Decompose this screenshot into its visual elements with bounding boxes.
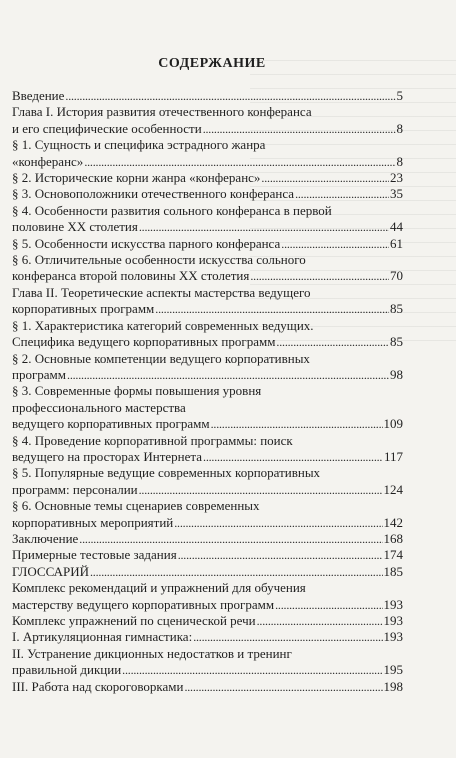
toc-entry-row [12, 613, 403, 629]
toc-entry-row [12, 268, 403, 284]
dot-leader [203, 121, 396, 137]
toc-entry-row [12, 219, 403, 235]
toc-entry-title-line: корпоративных программ [12, 301, 155, 317]
dot-leader [139, 219, 389, 235]
toc-entry-title-line: правильной дикции [12, 662, 122, 678]
toc-entry-page-number: 193 [383, 629, 403, 645]
toc-entry [12, 137, 403, 170]
toc-entry-page-number: 85 [390, 334, 403, 350]
toc-entry-row [12, 449, 403, 465]
dot-leader [295, 186, 389, 202]
toc-entry [12, 465, 403, 498]
toc-entry [12, 88, 403, 104]
toc-entry-page-number: 98 [390, 366, 403, 382]
toc-entry-title-line: § 3. Основоположники отечественного конферанса [12, 186, 295, 202]
toc-entry-title-line: ведущего на просторах Интернета [12, 448, 203, 464]
toc-entry-title-line: Глава II. Теоретические аспекты мастерства ведущего [12, 284, 311, 300]
toc-entry-title-line: § 4. Проведение корпоративной программы: поиск [12, 432, 293, 448]
toc-entry [12, 170, 403, 186]
toc-entry-row [12, 482, 403, 498]
toc-entry-row [12, 564, 403, 580]
toc-entry-row [12, 515, 403, 531]
toc-entry-row [12, 416, 403, 432]
dot-leader [257, 613, 383, 629]
toc-entry [12, 580, 403, 613]
toc-entry-page-number: 117 [383, 448, 403, 464]
toc-entry-page-number: 8 [396, 153, 403, 169]
toc-entry [12, 531, 403, 547]
toc-entry-page-number: 168 [383, 530, 403, 546]
toc-entry-title-line: корпоративных мероприятий [12, 514, 174, 530]
toc-entry-page-number: 124 [383, 481, 403, 497]
toc-entry [12, 613, 403, 629]
dot-leader [122, 662, 382, 678]
toc-entry-page-number: 70 [390, 268, 403, 284]
toc-entry-page-number: 109 [383, 416, 403, 432]
toc-entry-title-line: § 1. Характеристика категорий современных ведущих. [12, 317, 314, 333]
toc-entry-title-line: программ: персоналии [12, 481, 138, 497]
dot-leader [67, 367, 389, 383]
toc-entry [12, 318, 403, 351]
toc-entry-row [12, 662, 403, 678]
toc-entry-title-line: III. Работа над скороговорками [12, 678, 184, 694]
table-of-contents [12, 88, 403, 695]
toc-entry-title-line: § 2. Основные компетенции ведущего корпоративных [12, 350, 310, 366]
toc-entry-title-line: и его специфические особенности [12, 120, 202, 136]
dot-leader [155, 301, 389, 317]
dot-leader [174, 515, 382, 531]
toc-entry-title-line: мастерству ведущего корпоративных программ [12, 596, 275, 612]
dot-leader [275, 597, 382, 613]
toc-entry-title-line: программ [12, 366, 67, 382]
toc-entry-row [12, 629, 403, 645]
toc-entry-title-line: Заключение [12, 530, 79, 546]
toc-entry-title-line: ведущего корпоративных программ [12, 416, 210, 432]
toc-entry-row [12, 679, 403, 695]
toc-entry-row [12, 597, 403, 613]
toc-entry-title-line: профессионального мастерства [12, 399, 186, 415]
toc-entry-title-line: § 2. Исторические корни жанра «конферанс» [12, 170, 261, 186]
toc-entry-page-number: 193 [383, 613, 403, 628]
toc-entry [12, 203, 403, 236]
toc-entry-title-line: § 4. Особенности развития сольного конферанса в первой [12, 202, 332, 218]
dot-leader [84, 154, 395, 170]
toc-entry-title-line: Специфика ведущего корпоративных программ [12, 334, 276, 350]
toc-entry-page-number: 5 [396, 88, 403, 103]
toc-entry-title-line: I. Артикуляционная гимнастика: [12, 629, 193, 645]
dot-leader [211, 416, 383, 432]
dot-leader [65, 88, 395, 104]
toc-entry-row [12, 154, 403, 170]
dot-leader [90, 564, 383, 580]
toc-entry-page-number: 23 [390, 170, 403, 186]
toc-entry-row [12, 186, 403, 202]
toc-entry-title-line: Комплекс рекомендаций и упражнений для обучения [12, 580, 306, 596]
toc-entry-page-number: 174 [383, 547, 403, 563]
toc-entry [12, 498, 403, 531]
toc-entry-title-line: § 5. Популярные ведущие современных корпоративных [12, 465, 321, 481]
toc-entry [12, 383, 403, 432]
toc-entry-page-number: 142 [383, 514, 403, 530]
toc-entry [12, 564, 403, 580]
toc-entry [12, 679, 403, 695]
toc-entry-page-number: 198 [383, 678, 403, 694]
page-title: СОДЕРЖАНИЕ [158, 56, 266, 71]
toc-entry-row [12, 547, 403, 563]
dot-leader [203, 449, 383, 465]
toc-entry-title-line: половине XX столетия [12, 219, 138, 235]
toc-entry [12, 547, 403, 563]
toc-entry-page-number: 195 [383, 662, 403, 678]
toc-entry-row [12, 334, 403, 350]
toc-entry-row [12, 236, 403, 252]
toc-entry [12, 433, 403, 466]
toc-entry-title-line: «конферанс» [12, 153, 84, 169]
toc-entry [12, 252, 403, 285]
toc-entry [12, 629, 403, 645]
toc-entry-row [12, 121, 403, 137]
toc-entry [12, 186, 403, 202]
toc-entry-title-line: § 3. Современные формы повышения уровня [12, 383, 262, 399]
toc-entry-title-line: § 1. Сущность и специфика эстрадного жанра [12, 137, 266, 153]
toc-entry-page-number: 61 [390, 235, 403, 251]
toc-entry-page-number: 35 [390, 186, 403, 202]
toc-entry-title-line: Глава I. История развития отечественного конферанса [12, 104, 312, 120]
toc-entry-title-line: Комплекс упражнений по сценической речи [12, 613, 256, 628]
dot-leader [276, 334, 389, 350]
dot-leader [184, 679, 382, 695]
toc-entry-title-line: конферанса второй половины XX столетия [12, 268, 250, 284]
dot-leader [178, 547, 383, 563]
toc-entry-title-line: Примерные тестовые задания [12, 547, 177, 563]
toc-entry-row [12, 367, 403, 383]
toc-entry [12, 646, 403, 679]
toc-entry-page-number: 8 [396, 120, 403, 136]
toc-entry-row [12, 88, 403, 104]
dot-leader [281, 236, 389, 252]
dot-leader [139, 482, 383, 498]
toc-entry-page-number: 85 [390, 301, 403, 317]
toc-entry-title-line: § 6. Основные темы сценариев современных [12, 498, 260, 514]
toc-entry [12, 236, 403, 252]
toc-entry-row [12, 170, 403, 186]
toc-entry-row [12, 301, 403, 317]
toc-entry [12, 285, 403, 318]
toc-entry-row [12, 531, 403, 547]
dot-leader [193, 629, 382, 645]
dot-leader [79, 531, 382, 547]
toc-entry-title-line: II. Устранение дикционных недостатков и тренинг [12, 645, 292, 661]
toc-entry-page-number: 44 [390, 219, 403, 235]
toc-entry-page-number: 193 [383, 596, 403, 612]
toc-entry-title-line: § 5. Особенности искусства парного конферанса [12, 235, 281, 251]
dot-leader [250, 268, 389, 284]
toc-entry-title-line: ГЛОССАРИЙ [12, 563, 89, 579]
toc-entry [12, 104, 403, 137]
toc-entry-title-line: § 6. Отличительные особенности искусства сольного [12, 252, 306, 268]
dot-leader [261, 170, 389, 186]
toc-entry [12, 351, 403, 384]
toc-entry-page-number: 185 [383, 563, 403, 579]
toc-entry-title-line: Введение [12, 88, 65, 103]
